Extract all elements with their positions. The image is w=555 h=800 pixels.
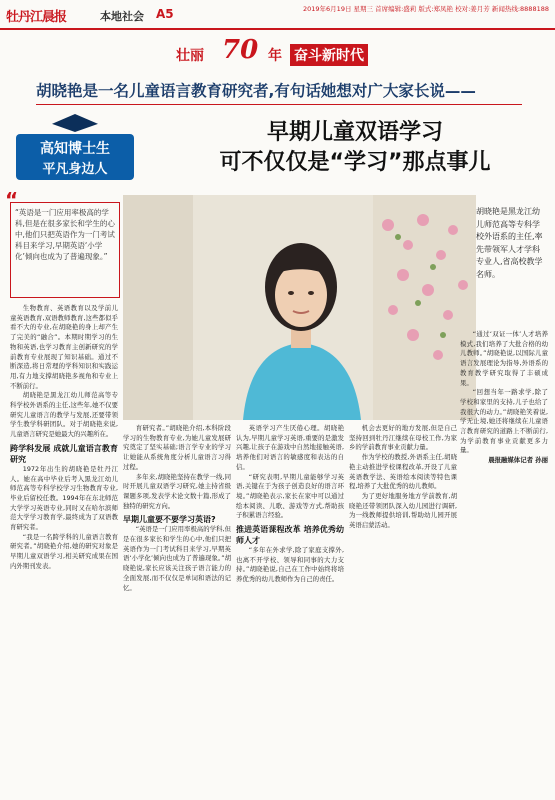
photo-caption: 胡晓艳是黑龙江幼儿师范高等专科学校外语系的主任,率先带领军人才学科专业人,省高校教学名师。: [476, 207, 543, 279]
banner-right-text: 奋斗新时代: [290, 44, 368, 66]
paragraph: “研究表明,早期儿童能够学习英语,关键在于为孩子创造良好的语言环境。”胡晓艳表示,家长在家中可以通过绘本阅读、儿歌、游戏等方式,帮助孩子积累语言经验。: [236, 472, 344, 520]
badge-box: [16, 134, 134, 180]
paragraph: 1972年出生的胡晓艳是牡丹江人。她在高中毕业后考入黑龙江幼儿师范高等专科学校学习生物教育专业,毕业后留校任教。1994年在东北师范大学学习英语专业,同时又在哈尔滨师范大学学习教育学,最终成为了双语教育研究者。: [10, 464, 118, 532]
paragraph: “英语是一门应用率极高的学科,但是在很多家长和学生的心中,他们只把英语作为一门考试科目来学习,早期英语‘小学化’倾向也成为了普遍现象。”胡晓艳说,家长应该关注孩子语言能力的全面发展,而不仅仅是单词和语法的记忆。: [123, 525, 231, 592]
portrait-photo: [123, 195, 476, 420]
banner-seventy: 70: [222, 35, 259, 65]
paragraph: “回想当年一路求学,除了学校和家里的支持,儿子也给了我很大的动力。”胡晓艳笑着说,学无止境,她还将继续在儿童语言教育研究的道路上不断前行,为学前教育事业贡献更多力量。: [460, 388, 548, 455]
newspaper-logo: 牡丹江晨报: [6, 10, 67, 25]
headline: [180, 118, 530, 178]
banner-left-text: 壮丽: [176, 48, 204, 64]
page-number: A5: [156, 7, 174, 21]
paragraph: 为了更好地服务地方学前教育,胡晓艳还带领团队深入幼儿园进行调研,为一线教师提供培训,帮助幼儿园开展英语启蒙活动。: [349, 491, 457, 530]
divider: [36, 104, 522, 105]
anniversary-banner: [170, 33, 390, 67]
portrait-illustration: [123, 195, 476, 420]
article-subtitle: 胡晓艳是一名儿童语言教育研究者,有句话她想对广大家长说——: [36, 82, 476, 100]
pull-quote-text: “英语是一门应用率极高的学科,但是在很多家长和学生的心中,他们只把英语作为一门考试科目来学习,早期英语‘小学化’倾向也成为了普遍现象。”: [15, 208, 115, 261]
badge-line-1: 高知博士生: [40, 141, 110, 157]
paragraph: “通过‘双证一体’人才培养模式,我们培养了大批合格的幼儿教师。”胡晓艳说,以国际儿童语言发展理论为指导,外语系的教育教学研究取得了丰硕成果。: [460, 330, 548, 387]
article-column-3: [236, 424, 344, 790]
paragraph: 多年来,胡晓艳坚持在教学一线,同时开展儿童双语学习研究,她主持省级课题多项,发表学术论文数十篇,形成了独特的研究方向。: [123, 472, 231, 510]
paragraph: 生物教育、英语教育以及学前儿童英语教育,双语教师教育,这些都似乎看不大的专业,在胡晓艳的身上却产生了完美的“融合”。本期时期学习的生物和英语,也学习教育主创新研究的学前教育专业展现了知识基础。通过不断深造,将日常理的学科知识和实践运用,有力地支撑胡晓艳多视角和专业上不断前行。: [10, 304, 118, 390]
headline-line-1: 早期儿童双语学习: [266, 120, 443, 145]
paragraph: 胡晓艳是黑龙江幼儿师范高等专科学校外语系的主任,这些年,她不仅要研究儿童语言的教学与发展,还要带领学生教学科研团队。对于胡晓艳来说,儿童语言研究是她最大的兴趣所在。: [10, 391, 118, 439]
paragraph: “我是一名跨学科的儿童语言教育研究者。”胡晓艳介绍,她的研究对象是早期儿童双语学习,相关研究成果在国内外期刊发表。: [10, 532, 118, 570]
quote-mark-icon: “: [5, 188, 19, 212]
date-line: 2019年6月19日 星期三 首席编辑:盛莉 版式:郑凤艳 校对:姜月芳 新闻热线:8888188: [303, 5, 549, 13]
paragraph: 育研究者。”胡晓艳介绍,本科阶段学习的生物教育专业,为她儿童发展研究奠定了坚实基础;语言学专业的学习让她能从系统角度分析儿童语言习得过程。: [123, 424, 231, 471]
article-column-1: [10, 304, 118, 790]
masthead: [0, 0, 555, 30]
column-badge: [10, 114, 140, 184]
graduation-cap-icon: [52, 114, 98, 132]
paragraph: 作为学校的教授,外语系主任,胡晓艳主动推进学校课程改革,开设了儿童英语教学法、英语绘本阅读等特色课程,培养了大批优秀的幼儿教师。: [349, 453, 457, 491]
paragraph: 机会去更好的地方发展,但是自己坚持回到牡丹江继续在母校工作,为家乡的学前教育事业贡献力量。: [349, 424, 457, 452]
section-heading: 跨学科发展 成就儿童语言教育研究: [10, 443, 118, 464]
article-column-4: [349, 424, 457, 790]
section-heading: 早期儿童要不要学习英语?: [123, 515, 216, 525]
article-column-5: [460, 330, 548, 790]
pull-quote: [5, 188, 120, 298]
paragraph: “多年在外求学,除了家庭支撑外,也离不开学校、领导和同事的大力支持。”胡晓艳说,自己在工作中始终将培养优秀的幼儿教师作为自己的责任。: [236, 546, 344, 584]
byline: 晨报融媒体记者 孙丽: [488, 456, 548, 465]
headline-line-2: 可不仅仅是“学习”那点事儿: [219, 150, 491, 175]
paragraph: 英语学习产生厌倦心理。胡晓艳认为,早期儿童学习英语,重要的是激发兴趣,让孩子在游戏中自然地接触英语,培养他们对语言的敏感度和表达的自信。: [236, 424, 344, 471]
article-column-2: [123, 424, 231, 790]
section-name: 本地社会: [100, 10, 144, 23]
badge-line-2: 平凡身边人: [42, 162, 108, 177]
banner-year: 年: [268, 48, 282, 64]
section-heading: 推进英语课程改革 培养优秀幼师人才: [236, 525, 344, 546]
